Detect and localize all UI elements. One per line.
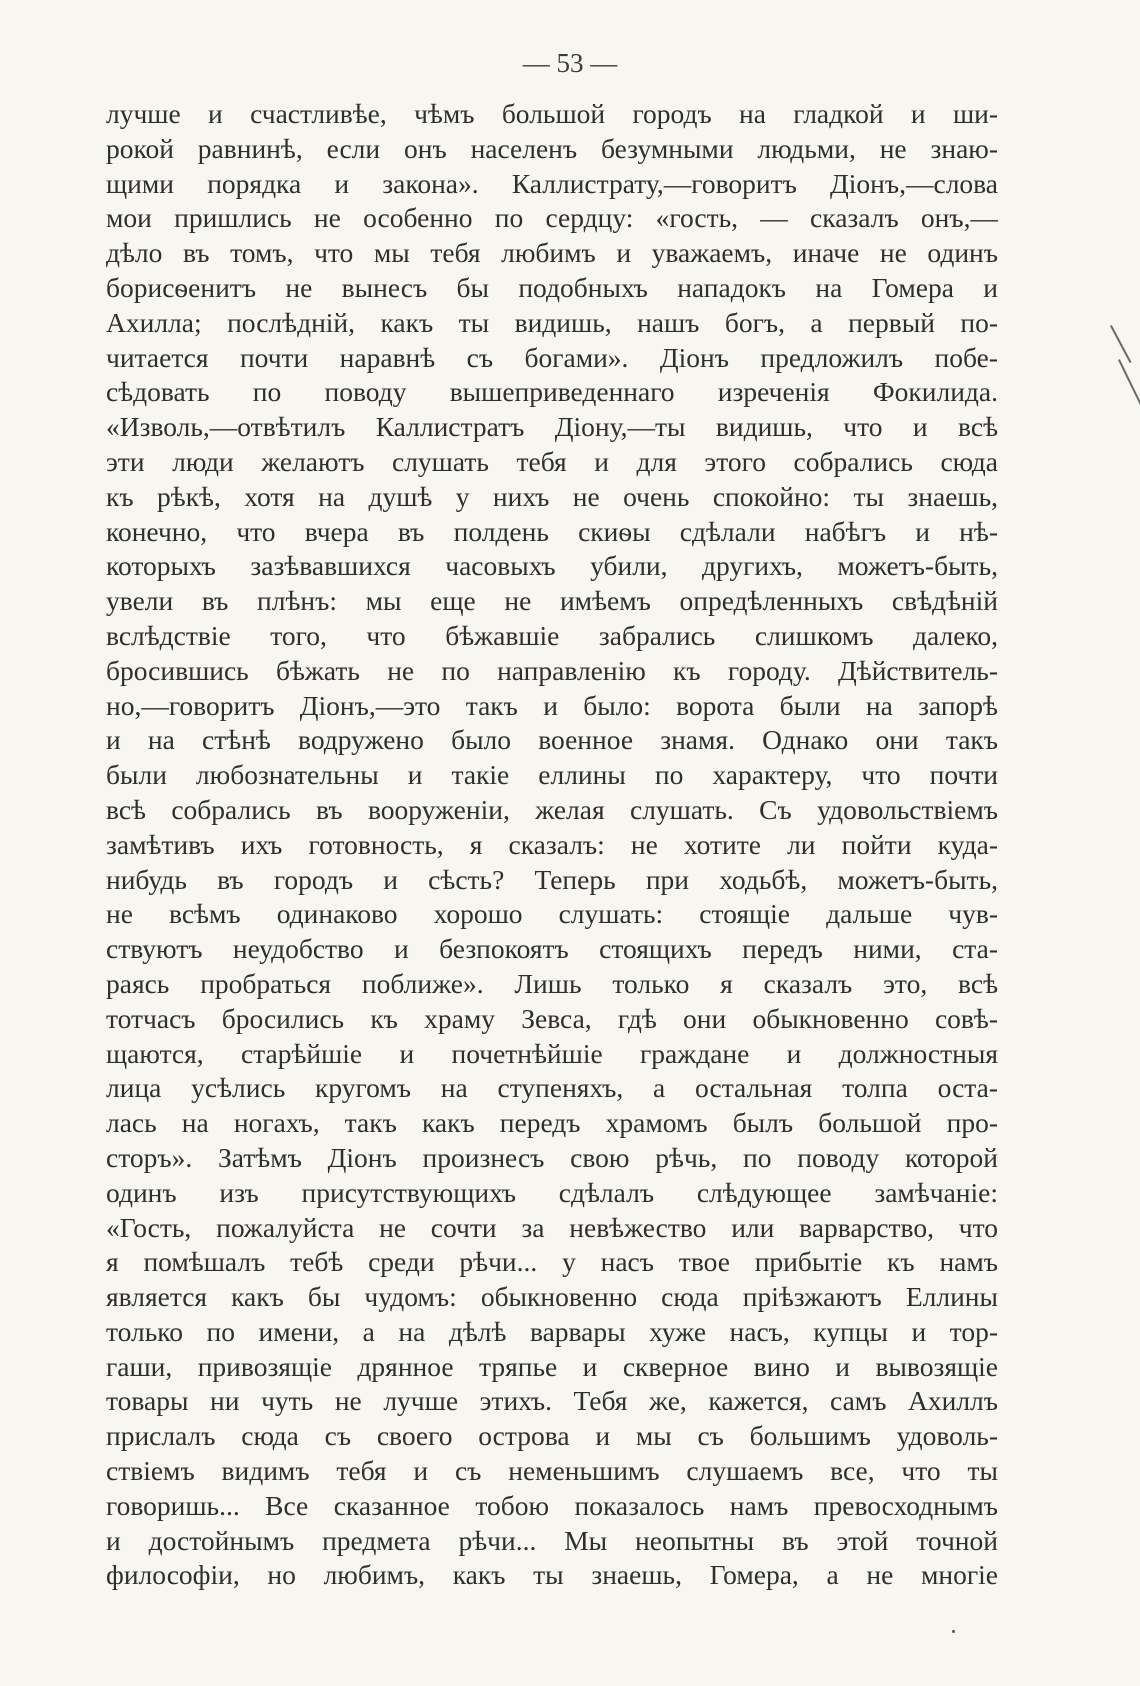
text-line: бросившись бѣжать не по направленію къ городу. Дѣйствитель- [106,654,998,686]
text-line: и достойнымъ предмета рѣчи... Мы неопытны въ этой точной [106,1524,998,1556]
text-line: прислалъ сюда съ своего острова и мы съ большимъ удоволь- [106,1420,998,1452]
text-line: философіи, но любимъ, какъ ты знаешь, Гомера, а не многіе [106,1559,998,1591]
text-line: нибудь въ городъ и сѣсть? Теперь при ходьбѣ, можетъ-быть, [106,863,998,895]
text-line: вслѣдствіе того, что бѣжавшіе забрались слишкомъ далеко, [106,619,998,651]
text-line: но,—говоритъ Діонъ,—это такъ и было: ворота были на запорѣ [106,689,998,721]
text-line: тотчасъ бросились къ храму Зевса, гдѣ они обыкновенно совѣ- [106,1002,998,1034]
text-line: гаши, привозящіе дрянное тряпье и скверное вино и вывозящіе [106,1350,998,1382]
text-line: къ рѣкѣ, хотя на душѣ у нихъ не очень спокойно: ты знаешь, [106,480,998,512]
text-line: сѣдовать по поводу вышеприведеннаго изреченія Фокилида. [106,376,998,408]
text-line: щаются, старѣйшіе и почетнѣйшіе граждане и должностныя [106,1037,998,1069]
margin-mark [1110,325,1131,363]
text-line: сторъ». Затѣмъ Діонъ произнесъ свою рѣчь, по поводу которой [106,1141,998,1173]
text-line: лучше и счастливѣе, чѣмъ большой городъ на гладкой и ши- [106,98,998,129]
text-line: увели въ плѣнъ: мы еще не имѣемъ опредѣленныхъ свѣдѣній [106,585,998,617]
text-line: эти люди желаютъ слушать тебя и для этого собрались сюда [106,445,998,477]
text-line: говоришь... Все сказанное тобою показалось намъ превосходнымъ [106,1489,998,1521]
text-line: ствуютъ неудобство и безпокоятъ стоящихъ передъ ними, ста- [106,933,998,965]
text-line: которыхъ зазѣвавшихся часовыхъ убили, другихъ, можетъ-быть, [106,550,998,582]
text-line: лась на ногахъ, такъ какъ передъ храмомъ былъ большой про- [106,1107,998,1139]
ink-dot [952,1630,955,1633]
text-line: одинъ изъ присутствующихъ сдѣлалъ слѣдующее замѣчаніе: [106,1176,998,1208]
text-line: Ахилла; послѣдній, какъ ты видишь, нашъ богъ, а первый по- [106,306,998,338]
margin-mark [1118,359,1140,414]
body-text [106,97,998,1593]
text-line: замѣтивъ ихъ готовность, я сказалъ: не хотите ли пойти куда- [106,828,998,860]
text-line: были любознательны и такіе еллины по характеру, что почти [106,759,998,791]
text-line: рокой равнинѣ, если онъ населенъ безумными людьми, не знаю- [106,132,998,164]
text-line: я помѣшалъ тебѣ среди рѣчи... у насъ твое прибытіе къ намъ [106,1246,998,1278]
page-number: — 53 — [522,48,618,78]
text-line: товары ни чуть не лучше этихъ. Тебя же, кажется, самъ Ахиллъ [106,1385,998,1417]
text-line: и на стѣнѣ водружено было военное знамя. Однако они такъ [106,724,998,756]
text-line: не всѣмъ одинаково хорошо слушать: стоящіе дальше чув- [106,898,998,930]
text-line: лица усѣлись кругомъ на ступеняхъ, а остальная толпа оста- [106,1072,998,1104]
text-line: щими порядка и закона». Каллистрату,—говоритъ Діонъ,—слова [106,167,998,199]
text-line: является какъ бы чудомъ: обыкновенно сюда пріѣзжаютъ Еллины [106,1281,998,1313]
text-line: борисѳенитъ не вынесъ бы подобныхъ нападокъ на Гомера и [106,271,998,303]
text-line: «Изволь,—отвѣтилъ Каллистратъ Діону,—ты видишь, что и всѣ [106,411,998,443]
text-line: читается почти наравнѣ съ богами». Діонъ предложилъ побе- [106,341,998,373]
text-line: всѣ собрались въ вооруженіи, желая слушать. Съ удовольствіемъ [106,793,998,825]
text-line: дѣло въ томъ, что мы тебя любимъ и уважаемъ, иначе не одинъ [106,237,998,269]
text-line: мои пришлись не особенно по сердцу: «гость, — сказалъ онъ,— [106,202,998,234]
text-line: конечно, что вчера въ полдень скиѳы сдѣлали набѣгъ и нѣ- [106,515,998,547]
text-line: раясь пробраться поближе». Лишь только я сказалъ это, всѣ [106,967,998,999]
text-line: «Гость, пожалуйста не сочти за невѣжество или варварство, что [106,1211,998,1243]
text-line: только по имени, а на дѣлѣ варвары хуже насъ, купцы и тор- [106,1315,998,1347]
text-line: ствіемъ видимъ тебя и съ неменьшимъ слушаемъ все, что ты [106,1455,998,1487]
